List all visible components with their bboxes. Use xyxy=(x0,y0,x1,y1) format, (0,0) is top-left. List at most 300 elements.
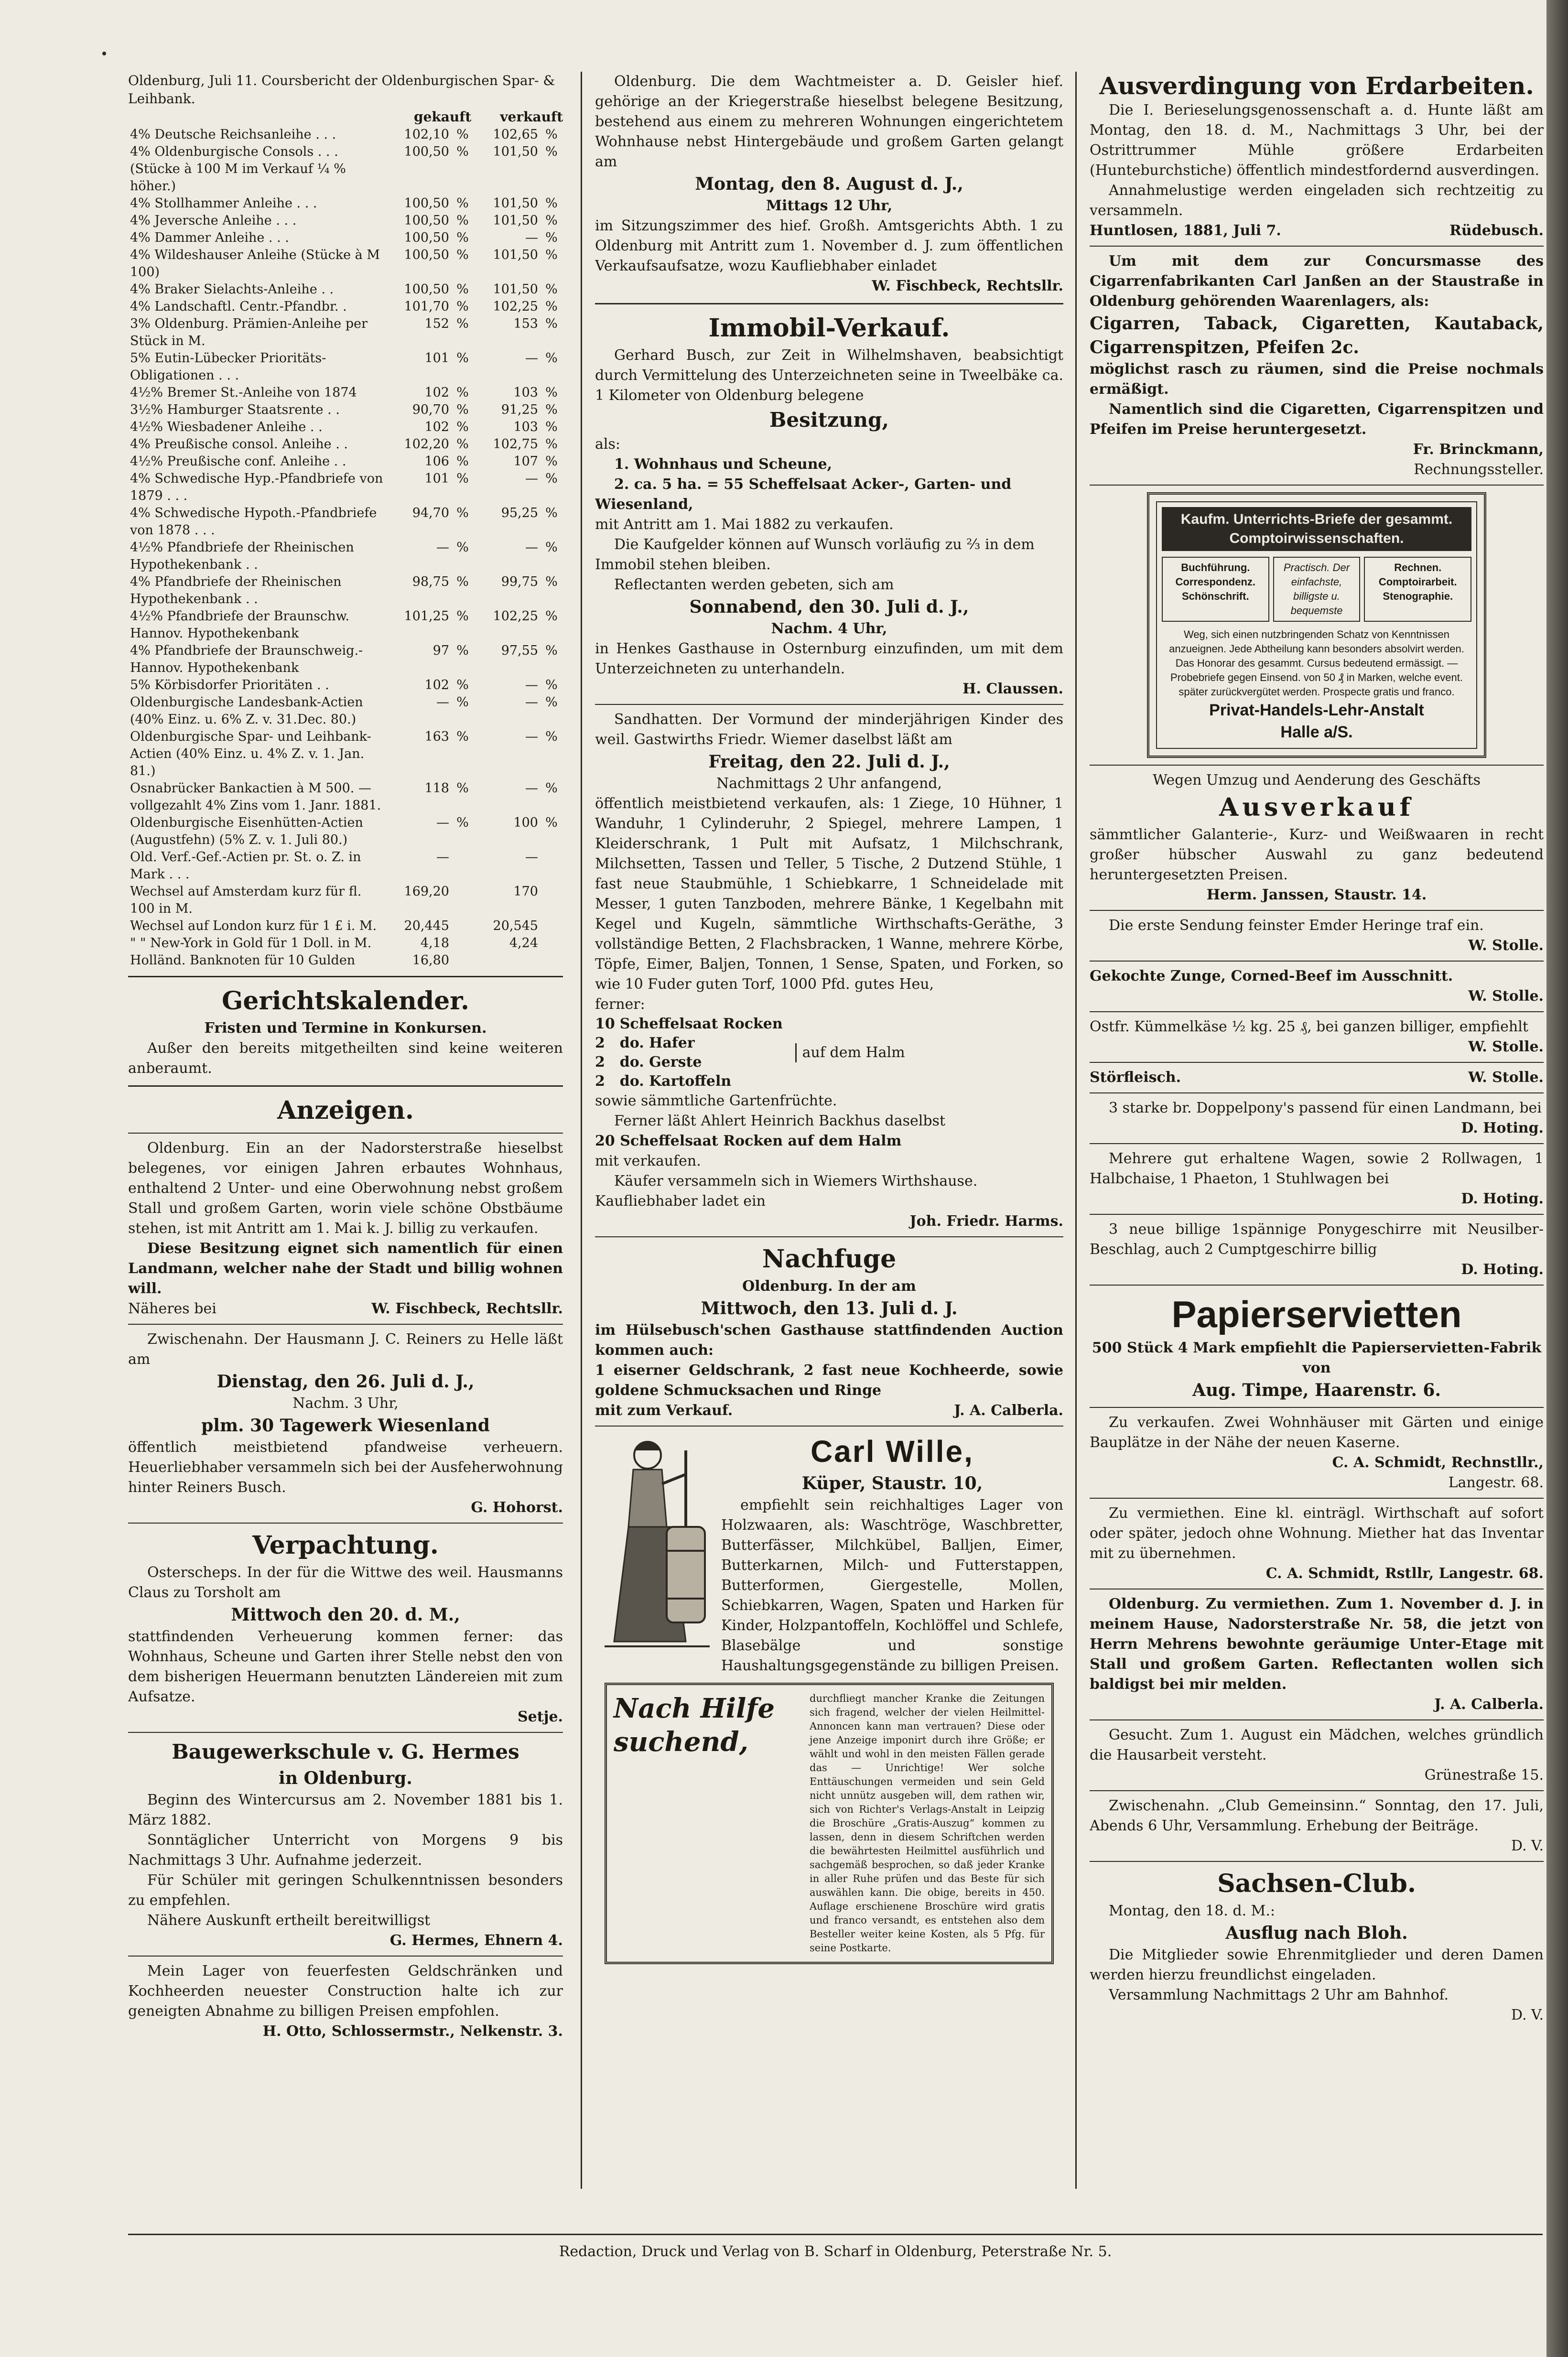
grain-what: do. Hafer xyxy=(619,1035,695,1051)
kurs-unit xyxy=(451,952,474,969)
ad-immobil-text3: Die Kaufgelder können auf Wunsch vorläufig zu ⅔ in dem Immobil stehen bleiben. xyxy=(595,536,1035,573)
kurs-buy: 100,50 xyxy=(404,213,449,228)
kurs-row xyxy=(128,195,563,212)
divider xyxy=(128,1324,563,1325)
subjects-right: Rechnen. Comptoirarbeit. Stenographie. xyxy=(1364,557,1471,622)
kurs-security-name: " " New-York in Gold für 1 Doll. in M. xyxy=(130,936,372,951)
kurs-buy: 100,50 xyxy=(404,282,449,297)
ad-heringe-sig: W. Stolle. xyxy=(1468,937,1544,954)
ad-immobil-text: Gerhard Busch, zur Zeit in Wilhelmshaven, beabsichtigt durch Vermittelung des Unterzeichneten seine in Tweelbäke ca. 1 Kilometer von Oldenburg belegene xyxy=(595,347,1063,404)
kurs-security-name: 4% Schwedische Hypoth.-Pfandbriefe von 1878 . . . xyxy=(130,506,377,538)
kurs-security-name: 4% Wildeshauser Anleihe (Stücke à M 100) xyxy=(130,248,380,280)
ad-stoerfleisch-text: Störfleisch. xyxy=(1090,1069,1181,1086)
ad-servietten-text: 500 Stück 4 Mark empfiehlt die Papierservietten-Fabrik von xyxy=(1092,1340,1542,1376)
ad-nachfuge-date: Mittwoch, den 13. Juli d. J. xyxy=(701,1298,958,1319)
kurs-unit: % xyxy=(456,385,469,400)
kurs-security-name: Oldenburgische Eisenhütten-Actien (Augustfehn) (5% Z. v. 1. Juli 80.) xyxy=(130,815,363,847)
ad-geisler-date: Montag, den 8. August d. J., xyxy=(695,174,963,194)
kurs-unit: % xyxy=(545,695,558,710)
kurs-security-name: Wechsel auf Amsterdam kurz für fl. 100 in M. xyxy=(130,884,362,916)
divider xyxy=(128,1732,563,1733)
kurs-security-name: 4% Oldenburgische Consols . . . xyxy=(130,144,338,159)
kurs-sell: 101,50 xyxy=(493,196,538,211)
ad-janssen-sig2: Rechnungssteller. xyxy=(1414,461,1544,478)
divider xyxy=(1090,1285,1544,1286)
kurs-sell: 102,25 xyxy=(493,609,538,624)
divider xyxy=(1090,1011,1544,1012)
grain-row xyxy=(595,1072,788,1091)
ad-unterricht-text: Weg, sich einen nutzbringenden Schatz von Kenntnissen anzueignen. Jede Abtheilung kann besonders absolvirt werden. Das Honorar des gesammt. Cursus bedeutend ermässigt. — Probebriefe gegen Einsend. von 50 ₰ in Marken, welche event. später zurückvergütet werden. Prospecte gratis und franco. xyxy=(1169,628,1464,698)
page-footer xyxy=(128,2227,1543,2262)
kurs-sell: 20,545 xyxy=(493,919,538,933)
divider xyxy=(1090,910,1544,911)
kurs-unit: % xyxy=(545,574,558,589)
woman-churning-butter-illustration xyxy=(595,1431,714,1676)
ad-calberla-text: Oldenburg. Zu vermiethen. Zum 1. November d. J. in meinem Hause, Nadorsterstraße Nr. 58, die jetzt von Herrn Mehrens bewohnte geräumige Unter-Etage mit Stall und großem Garten. Reflectanten wollen sich baldigst bei mir melden. xyxy=(1090,1596,1544,1693)
kurs-unit xyxy=(451,935,474,952)
ad-geisler-text: Oldenburg. Die dem Wachtmeister a. D. Geisler hief. gehörige an der Kriegerstraße hieselbst belegene Besitzung, bestehend aus einem zu mehreren Wohnungen eingerichtetem Wohnhause nebst Hintergebäude und großem Garten gelangt am xyxy=(595,73,1063,170)
kurs-sell: 95,25 xyxy=(501,506,538,520)
ad-hilfe-box xyxy=(605,1683,1054,1964)
ad-nadorster-sig xyxy=(128,1299,563,1319)
ad-immobil-text4: Reflectanten werden gebeten, sich am xyxy=(614,576,894,593)
ad-heringe-text: Die erste Sendung feinster Emder Heringe traf ein. xyxy=(1109,917,1484,934)
ad-sachsen-title: Sachsen-Club. xyxy=(1217,1869,1416,1898)
kurs-row xyxy=(128,143,563,161)
sig-right: W. Fischbeck, Rechtsllr. xyxy=(371,1300,563,1317)
kurs-buy: 101 xyxy=(424,471,449,486)
kurs-sell: — xyxy=(525,230,538,245)
ad-geschirre-sig: D. Hoting. xyxy=(1461,1261,1544,1278)
ad-immobil-head: Besitzung, xyxy=(769,408,889,432)
kurs-security-name: Oldenburgische Spar- und Leihbank-Actien (40% Einz. u. 4% Z. v. 1. Jan. 81.) xyxy=(130,729,371,778)
kurs-buy: 4,18 xyxy=(420,936,449,951)
kurs-row xyxy=(128,350,563,384)
ad-sandhatten-time: Nachmittags 2 Uhr anfangend, xyxy=(716,775,942,792)
ad-nachfuge-text: Oldenburg. In der am xyxy=(742,1278,916,1295)
kurs-sell: — xyxy=(525,471,538,486)
kurs-buy: — xyxy=(436,850,449,865)
imprint: Redaction, Druck und Verlag von B. Scharf in Oldenburg, Peterstraße Nr. 5. xyxy=(559,2243,1112,2260)
kurs-security-name: 4% Pfandbriefe der Braunschweig.-Hannov. Hypothekenbank xyxy=(130,643,363,675)
kurs-sell: 4,24 xyxy=(509,936,538,951)
ad-hermes-text2: Sonntäglicher Unterricht von Morgens 9 bis Nachmittags 3 Uhr. Aufnahme jederzeit. xyxy=(128,1832,563,1869)
ad-reiners-date: Dienstag, den 26. Juli d. J., xyxy=(216,1372,475,1392)
kurs-buy: 20,445 xyxy=(404,919,449,933)
ad-reiners-text: Zwischenahn. Der Hausmann J. C. Reiners zu Helle läßt am xyxy=(128,1331,563,1368)
kurs-unit xyxy=(540,161,563,195)
ad-carl-sub: Küper, Staustr. 10, xyxy=(801,1473,983,1493)
kurs-sell: 102,25 xyxy=(493,299,538,314)
kurs-row xyxy=(128,608,563,642)
kurs-unit: % xyxy=(545,351,558,366)
kurs-unit: % xyxy=(545,420,558,434)
kurs-unit: % xyxy=(545,248,558,262)
ad-immobil-time: Nachm. 4 Uhr, xyxy=(771,620,887,637)
kurs-sell: 103 xyxy=(513,420,538,434)
kurs-security-name: 4% Braker Sielachts-Anleihe . . xyxy=(130,282,334,297)
kurs-unit: % xyxy=(545,471,558,486)
ad-sandhatten-bold: 20 Scheffelsaat Rocken auf dem Halm xyxy=(595,1133,902,1149)
ad-vermiethen-sig: C. A. Schmidt, Rstllr, Langestr. 68. xyxy=(1265,1565,1544,1582)
kurs-unit: % xyxy=(545,144,558,159)
kurs-row xyxy=(128,453,563,470)
ad-servietten-sig: Aug. Timpe, Haarenstr. 6. xyxy=(1192,1380,1441,1400)
kurs-unit: % xyxy=(456,781,469,796)
kurs-sell: 101,50 xyxy=(493,213,538,228)
sig-left: Näheres bei xyxy=(128,1300,216,1317)
kurs-row xyxy=(128,883,563,918)
kurs-unit: % xyxy=(456,574,469,589)
ad-hermes-title: Baugewerkschule v. G. Hermes xyxy=(172,1740,519,1763)
kurs-buy: 100,50 xyxy=(404,144,449,159)
kurs-col-verkauft: verkauft xyxy=(500,109,563,125)
ad-zunge-text: Gekochte Zunge, Corned-Beef im Ausschnitt. xyxy=(1090,968,1453,984)
ad-hermes-text: Beginn des Wintercursus am 2. November 1881 bis 1. März 1882. xyxy=(128,1792,563,1828)
kurs-buy: 90,70 xyxy=(412,402,449,417)
ad-immobil-item2: 2. ca. 5 ha. = 55 Scheffelsaat Acker-, Garten- und Wiesenland, xyxy=(595,476,1012,513)
kurs-row xyxy=(128,677,563,694)
grain-block xyxy=(595,1015,1063,1091)
kurs-row xyxy=(128,642,563,677)
kurs-unit: % xyxy=(545,643,558,658)
kurs-unit: % xyxy=(456,815,469,830)
column-rule xyxy=(581,72,582,2189)
divider xyxy=(595,1236,1063,1237)
ad-wagen-text: Mehrere gut erhaltene Wagen, sowie 2 Rollwagen, 1 Halbchaise, 1 Phaeton, 1 Stuhlwagen bei xyxy=(1090,1150,1544,1187)
kurs-row xyxy=(128,505,563,539)
kurs-unit: % xyxy=(545,196,558,211)
kurs-unit: % xyxy=(545,729,558,744)
ad-erdarbeiten-title: Ausverdingung von Erdarbeiten. xyxy=(1099,72,1534,100)
kurs-unit: % xyxy=(456,437,469,452)
kurs-sell xyxy=(474,952,540,969)
kurs-sell: — xyxy=(525,781,538,796)
kurs-buy: 106 xyxy=(424,454,449,469)
kurs-security-name: 5% Körbisdorfer Prioritäten . . xyxy=(130,678,329,692)
column-left xyxy=(128,72,563,2042)
ad-gesucht-text: Gesucht. Zum 1. August ein Mädchen, welches gründlich die Hausarbeit versteht. xyxy=(1090,1727,1544,1763)
kurs-row xyxy=(128,247,563,281)
divider xyxy=(1090,1407,1544,1408)
kurs-row xyxy=(128,315,563,350)
ad-wagen-sig: D. Hoting. xyxy=(1461,1190,1544,1207)
ad-calberla-sig: J. A. Calberla. xyxy=(1434,1696,1544,1713)
ad-sachsen-text3: Versammlung Nachmittags 2 Uhr am Bahnhof. xyxy=(1109,1987,1449,2003)
kurs-buy: — xyxy=(436,695,449,710)
kurs-unit: % xyxy=(545,678,558,692)
kurs-table xyxy=(128,126,563,969)
kurs-buy: 102 xyxy=(424,385,449,400)
kurs-unit: % xyxy=(456,609,469,624)
kurs-buy: 118 xyxy=(424,781,449,796)
ad-reiners-time: Nachm. 3 Uhr, xyxy=(292,1395,399,1412)
ad-kaese-text: Ostfr. Kümmelkäse ½ kg. 25 ₰, bei ganzen billiger, empfiehlt xyxy=(1090,1018,1528,1035)
ad-nachfuge-text2: im Hülsebusch'schen Gasthause stattfindenden Auction kommen auch: xyxy=(595,1322,1063,1359)
kurs-unit: % xyxy=(456,454,469,469)
kurs-security-name: 4% Deutsche Reichsanleihe . . . xyxy=(130,127,336,142)
kurs-unit: % xyxy=(456,213,469,228)
ad-ausverkauf-text2: sämmtlicher Galanterie-, Kurz- und Weißwaaren in recht großer hübscher Auswahl zu ganz bedeutend heruntergesetzten Preisen. xyxy=(1090,826,1544,883)
ad-nadorster-text: Oldenburg. Ein an der Nadorsterstraße hieselbst belegenes, vor einigen Jahren erbautes Wohnhaus, enthaltend 2 Unter- und eine Oberwohnung nebst großem Stall und großem Garten, worin viele schöne Obstbäume stehen, ist mit Antritt am 1. Mai k. J. billig zu verkaufen. xyxy=(128,1140,563,1237)
kurs-unit xyxy=(540,883,563,918)
kurs-unit: % xyxy=(456,351,469,366)
kurs-buy: — xyxy=(436,815,449,830)
ad-erdarbeiten-text2: Annahmelustige werden eingeladen sich rechtzeitig zu versammeln. xyxy=(1090,182,1544,219)
ad-verkaufen-sig: C. A. Schmidt, Rechnstllr., xyxy=(1332,1454,1544,1471)
kurs-security-name: 4% Jeversche Anleihe . . . xyxy=(130,213,297,228)
grain-qty: 10 xyxy=(595,1016,615,1032)
kurs-unit: % xyxy=(545,282,558,297)
kurs-sell xyxy=(474,161,540,195)
kurs-row xyxy=(128,952,563,969)
divider xyxy=(1090,485,1544,486)
ad-immobil-title: Immobil-Verkauf. xyxy=(708,314,950,343)
kurs-security-name: 4% Preußische consol. Anleihe . . xyxy=(130,437,348,452)
kurs-unit: % xyxy=(456,248,469,262)
grain-row xyxy=(595,1015,788,1034)
kurs-sell: 101,50 xyxy=(493,248,538,262)
kurs-security-name: 4½% Pfandbriefe der Rheinischen Hypothekenbank . . xyxy=(130,540,354,572)
kurs-unit xyxy=(540,952,563,969)
kurs-unit: % xyxy=(545,299,558,314)
kurs-security-name: Wechsel auf London kurz für 1 £ i. M. xyxy=(130,919,377,933)
grain-what: Scheffelsaat Rocken xyxy=(619,1016,783,1032)
column-middle xyxy=(595,72,1063,1971)
kurs-security-name: 4½% Bremer St.-Anleihe von 1874 xyxy=(130,385,357,400)
kurs-security-name: Oldenburgische Landesbank-Actien (40% Einz. u. 6% Z. v. 31.Dec. 80.) xyxy=(130,695,363,727)
kurs-security-name: 4% Stollhammer Anleihe . . . xyxy=(130,196,317,211)
ad-carl-title: Carl Wille, xyxy=(811,1434,974,1469)
ad-geschirre-text: 3 neue billige 1spännige Ponygeschirre mit Neusilber-Beschlag, auch 2 Cumptgeschirre billig xyxy=(1090,1221,1544,1258)
ad-immobil-text2: mit Antritt am 1. Mai 1882 zu verkaufen. xyxy=(595,516,894,533)
kurs-buy: 152 xyxy=(424,316,449,331)
grain-table xyxy=(595,1015,788,1091)
kurs-row xyxy=(128,419,563,436)
ad-servietten-title: Papierservietten xyxy=(1171,1293,1462,1335)
gericht-text: Außer den bereits mitgetheilten sind keine weiteren anberaumt. xyxy=(128,1040,563,1077)
ad-sandhatten-list: öffentlich meistbietend verkaufen, als: 1 Ziege, 10 Hühner, 1 Wanduhr, 1 Cylinderuhr, 2 Spiegel, mehrere Lampen, 1 Kleiderschrank, 1 Pult mit Aufsatz, 1 Milchschrank, Milchsetten, Tassen und Teller, 5 Tische, 2 Dutzend Stühle, 1 fast neue Staubmühle, 1 Schiebkarre, 1 Schneidelade mit Messer, 1 guten Tanzboden, mehrere Bänke, 1 Kegelbahn mit Kegel und Kugeln, sämmtliche Wirthschafts-Geräthe, 3 vollständige Betten, 2 Flachsbracken, 1 Wanne, mehrere Körbe, Töpfe, Eimer, Baljen, Tonnen, 1 Sense, Spaten, und Forken, so wie 10 Fuder guten Torf, 1000 Pfd. gutes Heu, xyxy=(595,795,1063,993)
grain-what: do. Kartoffeln xyxy=(619,1073,732,1090)
kurs-buy: 101,70 xyxy=(404,299,449,314)
kurs-buy: 97 xyxy=(433,643,449,658)
ad-sandhatten-text6: Käufer versammeln sich in Wiemers Wirthshause. Kaufliebhaber ladet ein xyxy=(595,1173,978,1210)
kurs-security-name: Osnabrücker Bankactien à M 500. — vollgezahlt 4% Zins vom 1. Janr. 1881. xyxy=(130,781,381,813)
kurs-unit: % xyxy=(545,454,558,469)
ad-carl-text: empfiehlt sein reichhaltiges Lager von Holzwaaren, als: Waschtröge, Waschbretter, Butterfässer, Milchkübel, Balljen, Eimer, Butterkarnen, Milch- und Futterstappen, Butterformen, Giergestelle, Mollen, Schiebkarren, Wagen, Spaten und Harken für Kinder, Holzpantoffeln, Kochlöffel und Schlefe, Blasebälge und sonstige Haushaltungsgegenstände zu billigen Preisen. xyxy=(721,1497,1063,1674)
kurs-buy xyxy=(385,161,451,195)
subjects-mid: Practisch. Der einfachste, billigste u. bequemste xyxy=(1273,557,1361,622)
ad-hilfe-title: Nach Hilfe suchend, xyxy=(614,1693,775,1758)
divider xyxy=(128,2234,1543,2235)
kurs-unit xyxy=(540,849,563,883)
ad-nadorster-bold: Diese Besitzung eignet sich namentlich für einen Landmann, welcher nahe der Stadt und billig wohnen will. xyxy=(128,1240,563,1297)
kurs-row xyxy=(128,539,563,573)
ad-pony-text: 3 starke br. Doppelpony's passend für einen Landmann, bei xyxy=(1109,1100,1542,1116)
kurs-security-name: 4% Landschaftl. Centr.-Pfandbr. . xyxy=(130,299,347,314)
kurs-buy: 100,50 xyxy=(404,230,449,245)
kurs-row xyxy=(128,281,563,298)
ad-stoerfleisch-sig: W. Stolle. xyxy=(1468,1069,1544,1086)
kurs-row xyxy=(128,229,563,247)
gericht-sub: Fristen und Termine in Konkursen. xyxy=(204,1020,487,1037)
kurs-unit: % xyxy=(456,299,469,314)
kurs-sell: 107 xyxy=(513,454,538,469)
ad-otto-sig: H. Otto, Schlossermstr., Nelkenstr. 3. xyxy=(262,2023,563,2040)
kurs-row xyxy=(128,384,563,401)
kurs-buy: 163 xyxy=(424,729,449,744)
kurs-unit: % xyxy=(456,316,469,331)
ad-reiners-item: plm. 30 Tagewerk Wiesenland xyxy=(201,1416,490,1436)
subjects-left: Buchführung. Correspondenz. Schönschrift. xyxy=(1162,557,1269,622)
ad-immobil-item1: 1. Wohnhaus und Scheune, xyxy=(614,456,833,473)
kurs-row xyxy=(128,470,563,505)
column-rule xyxy=(1075,72,1077,2189)
divider xyxy=(1090,1719,1544,1720)
print-speck xyxy=(102,52,106,55)
ad-unterricht-inner xyxy=(1156,501,1477,749)
divider xyxy=(1090,1062,1544,1063)
kurs-unit: % xyxy=(545,385,558,400)
ad-ausverkauf-title: Ausverkauf xyxy=(1219,793,1415,822)
grain-qty: 2 xyxy=(595,1054,605,1070)
ad-carl-wille xyxy=(595,1431,1063,1676)
kurs-security-name: Holländ. Banknoten für 10 Gulden xyxy=(130,953,356,968)
divider xyxy=(128,976,563,977)
ad-janssen-items: Cigarren, Taback, Cigaretten, Kautaback, Cigarrenspitzen, Pfeifen 2c. xyxy=(1090,314,1544,357)
kurs-unit: % xyxy=(456,729,469,744)
kurs-row xyxy=(128,161,563,195)
kurs-unit: % xyxy=(456,678,469,692)
kurs-col-heads xyxy=(128,108,563,126)
kurs-unit xyxy=(451,918,474,935)
kurs-row xyxy=(128,935,563,952)
kurs-unit: % xyxy=(545,815,558,830)
kurs-unit: % xyxy=(545,540,558,555)
ad-geisler-text2: im Sitzungszimmer des hief. Großh. Amtsgerichts Abth. 1 zu Oldenburg mit Antritt zum 1. November d. J. zum öffentlichen Verkaufsaufsatze, wozu Kaufliebhaber einladet xyxy=(595,217,1063,274)
divider xyxy=(595,704,1063,705)
ad-otto-text: Mein Lager von feuerfesten Geldschränken und Kochheerden neuester Construction halte ich zur geneigten Abnahme zu billigen Preisen empfohlen. xyxy=(128,1963,563,2020)
divider xyxy=(128,1133,563,1134)
ad-nachfuge-signer: J. A. Calberla. xyxy=(954,1402,1063,1419)
kurs-unit xyxy=(540,918,563,935)
kurs-buy: 98,75 xyxy=(412,574,449,589)
kurs-sell: — xyxy=(525,351,538,366)
kurs-row xyxy=(128,728,563,780)
kurs-row xyxy=(128,126,563,143)
ad-sandhatten-date: Freitag, den 22. Juli d. J., xyxy=(708,752,950,772)
kurs-unit: % xyxy=(545,230,558,245)
ad-ausverkauf-sig: Herm. Janssen, Staustr. 14. xyxy=(1206,887,1427,903)
divider xyxy=(1090,765,1544,766)
divider xyxy=(1090,246,1544,247)
kurs-unit: % xyxy=(456,471,469,486)
divider xyxy=(595,303,1063,304)
ad-immobil-date: Sonnabend, den 30. Juli d. J., xyxy=(689,597,969,617)
kurs-security-name: (Stücke à 100 M im Verkauf ¼ % höher.) xyxy=(130,162,346,194)
divider xyxy=(1090,1498,1544,1499)
kurs-row xyxy=(128,298,563,315)
grain-row xyxy=(595,1034,788,1053)
grain-halm: auf dem Halm xyxy=(795,1043,905,1062)
kurs-unit: % xyxy=(545,437,558,452)
ad-sandhatten-text: Sandhatten. Der Vormund der minderjährigen Kinder des weil. Gastwirths Friedr. Wiemer daselbst läßt am xyxy=(595,711,1063,748)
ad-verpachtung-title: Verpachtung. xyxy=(252,1531,439,1560)
kurs-sell: — xyxy=(525,678,538,692)
ad-sandhatten-text3: sowie sämmtliche Gartenfrüchte. xyxy=(595,1092,837,1109)
kurs-row xyxy=(128,694,563,728)
ad-hermes-sig: G. Hermes, Ehnern 4. xyxy=(389,1932,563,1949)
ad-sachsen-bold: Ausflug nach Bloh. xyxy=(1225,1923,1408,1943)
kurs-buy: 100,50 xyxy=(404,196,449,211)
kurs-buy: — xyxy=(436,540,449,555)
ad-verpachtung-text: Osterscheps. In der für die Wittwe des weil. Hausmanns Claus zu Torsholt am xyxy=(128,1564,563,1601)
kurs-sell: 170 xyxy=(513,884,538,899)
kurs-title: Oldenburg, Juli 11. Coursbericht der Oldenburgischen Spar- & Leihbank. xyxy=(128,73,555,107)
kurs-buy: 101,25 xyxy=(404,609,449,624)
ad-gesucht-sig: Grünestraße 15. xyxy=(1424,1767,1544,1784)
kurs-security-name: Old. Verf.-Gef.-Actien pr. St. o. Z. in Mark . . . xyxy=(130,850,361,882)
kurs-buy: 16,80 xyxy=(412,953,449,968)
ad-ausverkauf-text: Wegen Umzug und Aenderung des Geschäfts xyxy=(1153,772,1481,789)
kurs-row xyxy=(128,573,563,608)
kurs-buy: 94,70 xyxy=(412,506,449,520)
divider xyxy=(1090,1861,1544,1862)
ad-geisler-sig: W. Fischbeck, Rechtsllr. xyxy=(872,278,1063,294)
kurs-unit xyxy=(540,935,563,952)
divider xyxy=(1090,1790,1544,1791)
ad-erdarbeiten-sig xyxy=(1090,221,1544,241)
ad-nachfuge-bold: 1 eiserner Geldschrank, 2 fast neue Kochheerde, sowie goldene Schmucksachen und Ringe xyxy=(595,1362,1063,1399)
kurs-sell: — xyxy=(525,540,538,555)
ad-sandhatten-sig: Joh. Friedr. Harms. xyxy=(909,1213,1063,1230)
divider xyxy=(1090,1143,1544,1144)
kurs-unit: % xyxy=(456,144,469,159)
kurs-sell: — xyxy=(525,850,538,865)
ad-unterricht-box xyxy=(1147,492,1486,758)
ad-verkaufen-text: Zu verkaufen. Zwei Wohnhäuser mit Gärten und einige Bauplätze in der Nähe der neuen Kaserne. xyxy=(1090,1414,1544,1451)
kurs-row xyxy=(128,436,563,453)
kurs-unit: % xyxy=(456,420,469,434)
kurs-security-name: 4½% Preußische conf. Anleihe . . xyxy=(130,454,346,469)
kurs-sell: 101,50 xyxy=(493,144,538,159)
ad-reiners-text2: öffentlich meistbietend pfandweise verheuern. Heuerliebhaber versammeln sich bei der Ausfeherwohnung hinter Reiners Busch. xyxy=(128,1439,563,1496)
kurs-sell: 99,75 xyxy=(501,574,538,589)
grain-what: do. Gerste xyxy=(619,1054,702,1070)
kurs-unit xyxy=(451,849,474,883)
ad-sachsen-text: Montag, den 18. d. M.: xyxy=(1109,1903,1276,1919)
kurs-buy: 100,50 xyxy=(404,248,449,262)
ad-hilfe-text: durchfliegt mancher Kranke die Zeitungen sich fragend, welcher der vielen Heilmittel-Annoncen kann man vertrauen? Diese oder jene Anzeige imponirt durch ihre Größe; er wählt und wohl in den meisten Fällen gerade das — Unrichtige! Wer solche Enttäuschungen vermeiden und sein Geld nicht unnütz ausgeben will, dem rathen wir, sich von Richter's Verlags-Anstalt in Leipzig die Broschüre „Gratis-Auszug“ kommen zu lassen, denn in diesem Schriftchen werden die bewährtesten Heilmittel ausführlich und sachgemäß besprochen, so daß jeder Kranke in aller Ruhe prüfen und das Beste für sich auswählen kann. Die obige, bereits in 450. Auflage erschienene Broschüre wird gratis und franco versandt, es entstehen also dem Besteller weiter keine Kosten, als 5 Pfg. für seine Postkarte. xyxy=(810,1693,1045,1954)
kurs-unit: % xyxy=(545,127,558,142)
ad-unterricht-title: Kaufm. Unterrichts-Briefe der gesammt. Comptoirwissenschaften. xyxy=(1162,507,1471,551)
kurs-unit: % xyxy=(545,609,558,624)
ad-nachfuge-title: Nachfuge xyxy=(762,1244,897,1274)
kurs-unit: % xyxy=(456,402,469,417)
divider xyxy=(1090,1214,1544,1215)
ad-sachsen-sig: D. V. xyxy=(1511,2007,1544,2023)
kurs-header xyxy=(128,72,563,108)
kurs-sell: — xyxy=(525,695,538,710)
kurs-unit xyxy=(451,883,474,918)
kurs-unit: % xyxy=(456,695,469,710)
kurs-sell: 153 xyxy=(513,316,538,331)
kurs-buy: 102,20 xyxy=(404,437,449,452)
kurs-security-name: 4% Schwedische Hyp.-Pfandbriefe von 1879 . . . xyxy=(130,471,383,503)
kurs-security-name: 3½% Hamburger Staatsrente . . xyxy=(130,402,340,417)
grain-qty: 2 xyxy=(595,1073,605,1090)
kurs-unit: % xyxy=(456,282,469,297)
